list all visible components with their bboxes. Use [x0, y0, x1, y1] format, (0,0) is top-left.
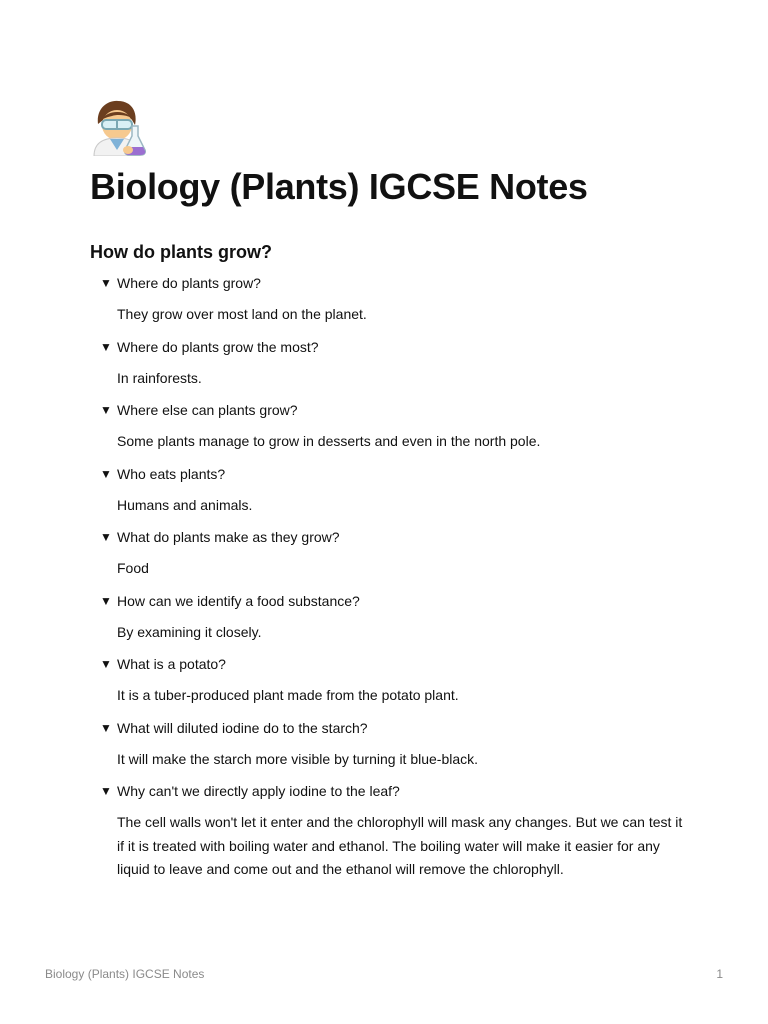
toggle-answer: In rainforests.: [117, 369, 202, 386]
toggle-summary[interactable]: [100, 655, 690, 675]
toggle-summary[interactable]: [100, 465, 690, 485]
toggle-summary[interactable]: [100, 338, 690, 358]
toggle-question: Where do plants grow the most?: [117, 338, 319, 355]
toggle-summary[interactable]: [100, 592, 690, 612]
toggle-answer: It is a tuber-produced plant made from the potato plant.: [117, 687, 459, 703]
toggle-question: How can we identify a food substance?: [117, 592, 360, 609]
toggle-question: What is a potato?: [117, 656, 226, 672]
toggle-block: [100, 274, 690, 338]
toggle-question: Where do plants grow?: [117, 275, 261, 291]
toggle-answer: Some plants manage to grow in desserts and even in the north pole.: [117, 433, 541, 449]
toggle-block: [100, 782, 690, 893]
triangle-down-icon[interactable]: ▼: [100, 720, 112, 735]
toggle-answer: Humans and animals.: [117, 496, 253, 513]
triangle-down-icon[interactable]: ▼: [100, 593, 112, 608]
toggle-answer: By examining it closely.: [117, 623, 262, 640]
triangle-down-icon[interactable]: ▼: [100, 403, 112, 417]
triangle-down-icon[interactable]: ▼: [100, 466, 112, 481]
toggle-block: [100, 528, 690, 592]
section-heading: How do plants grow?: [90, 242, 272, 262]
footer-page-number: 1: [716, 967, 723, 981]
toggle-summary[interactable]: [100, 782, 690, 802]
toggle-summary[interactable]: [100, 719, 690, 739]
toggle-summary[interactable]: [100, 528, 690, 548]
toggle-block: [100, 719, 690, 783]
triangle-down-icon[interactable]: ▼: [100, 530, 112, 544]
toggle-summary[interactable]: [100, 274, 690, 294]
toggle-answer: Food: [117, 560, 149, 576]
toggle-answer: The cell walls won't let it enter and the chlorophyll will mask any changes. But we can test it if it is treated with boiling water and ethanol. The boiling water will make it easier for any liquid to leave and come out and the ethanol will remove the chlorophyll.: [117, 814, 683, 877]
toggle-question: What will diluted iodine do to the starch?: [117, 719, 368, 736]
toggle-question: Who eats plants?: [117, 465, 226, 482]
page-title: Biology (Plants) IGCSE Notes: [90, 166, 588, 207]
toggle-answer: They grow over most land on the planet.: [117, 306, 367, 322]
toggle-answer: It will make the starch more visible by turning it blue-black.: [117, 750, 479, 767]
triangle-down-icon[interactable]: ▼: [100, 784, 112, 798]
toggle-summary[interactable]: [100, 401, 690, 421]
triangle-down-icon[interactable]: ▼: [100, 657, 112, 671]
triangle-down-icon[interactable]: ▼: [100, 339, 112, 354]
toggle-question: What do plants make as they grow?: [117, 529, 340, 545]
triangle-down-icon[interactable]: ▼: [100, 276, 112, 290]
toggle-block: [100, 592, 690, 656]
toggle-list: [100, 274, 690, 893]
toggle-question: Why can't we directly apply iodine to the leaf?: [117, 783, 400, 799]
toggle-block: [100, 338, 690, 402]
toggle-block: [100, 465, 690, 529]
toggle-block: [100, 401, 690, 465]
toggle-block: [100, 655, 690, 719]
scientist-emoji-icon: [88, 98, 148, 156]
footer-title: Biology (Plants) IGCSE Notes: [45, 967, 205, 981]
toggle-question: Where else can plants grow?: [117, 402, 298, 418]
